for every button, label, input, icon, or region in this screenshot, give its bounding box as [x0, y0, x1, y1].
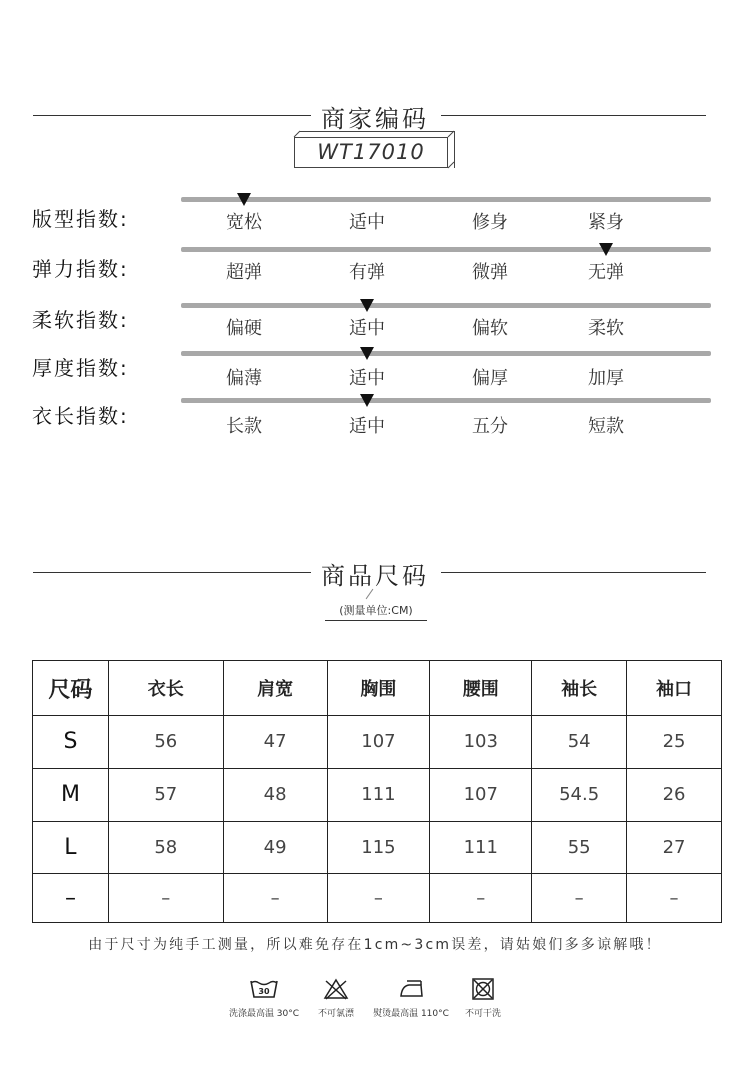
size-value-cell: 54.5 — [532, 768, 627, 821]
size-table-header-row — [33, 661, 722, 716]
header-shoulder: 肩宽 — [223, 661, 327, 716]
thickness-index-marker — [360, 347, 374, 360]
softness-index-bar — [181, 303, 711, 308]
fit-index-bar — [181, 197, 711, 202]
care-bleach-label: 不可氯漂 — [317, 1009, 354, 1019]
unit-note: (测量单位:CM) — [325, 602, 427, 621]
size-title-rule-left — [33, 572, 311, 573]
wash-temp: 30 — [258, 987, 270, 996]
softness-index-option: 适中 — [349, 318, 385, 339]
size-title-rule-right — [441, 572, 706, 573]
sku-box-3d-edges — [290, 128, 460, 172]
thickness-index-option: 偏厚 — [472, 368, 508, 389]
no-bleach-icon — [323, 978, 349, 1000]
care-iron-label: 熨烫最高温 110°C — [373, 1009, 449, 1019]
elasticity-index-bar — [181, 247, 711, 252]
elasticity-index-option: 无弹 — [588, 262, 624, 283]
size-label-cell: M — [33, 768, 109, 821]
header-sleeve: 袖长 — [532, 661, 627, 716]
size-value-cell: 107 — [430, 768, 532, 821]
size-value-cell: – — [627, 874, 722, 923]
size-value-cell: 111 — [430, 821, 532, 874]
care-iron — [366, 978, 456, 1019]
table-row — [33, 874, 722, 923]
size-value-cell: – — [223, 874, 327, 923]
merchant-title-rule-left — [33, 115, 311, 116]
length-index-option: 适中 — [349, 416, 385, 437]
fit-index-label: 版型指数: — [32, 207, 129, 231]
merchant-title-rule-right — [441, 115, 706, 116]
elasticity-index-label: 弹力指数: — [32, 257, 129, 281]
size-value-cell: 111 — [327, 768, 430, 821]
size-value-cell: – — [430, 874, 532, 923]
size-value-cell: 58 — [108, 821, 223, 874]
length-index-label: 衣长指数: — [32, 404, 129, 428]
size-value-cell: 103 — [430, 716, 532, 769]
iron-110-icon — [397, 978, 425, 1000]
size-value-cell: 25 — [627, 716, 722, 769]
table-row — [33, 716, 722, 769]
table-row — [33, 821, 722, 874]
size-label-cell: – — [33, 874, 109, 923]
size-value-cell: 49 — [223, 821, 327, 874]
softness-index-marker — [360, 299, 374, 312]
softness-index-label: 柔软指数: — [32, 308, 129, 332]
softness-index-option: 偏软 — [472, 318, 508, 339]
size-label-cell: S — [33, 716, 109, 769]
length-index-option: 短款 — [588, 416, 624, 437]
wash-30-icon — [249, 978, 279, 1000]
fit-index-option: 适中 — [349, 212, 385, 233]
thickness-index-label: 厚度指数: — [32, 356, 129, 380]
header-cuff: 袖口 — [627, 661, 722, 716]
size-table-body — [33, 716, 722, 923]
size-value-cell: 57 — [108, 768, 223, 821]
header-waist: 腰围 — [430, 661, 532, 716]
size-value-cell: 107 — [327, 716, 430, 769]
size-value-cell: 56 — [108, 716, 223, 769]
size-value-cell: 55 — [532, 821, 627, 874]
length-index-option: 五分 — [472, 416, 508, 437]
length-index-bar — [181, 398, 711, 403]
elasticity-index-option: 超弹 — [226, 262, 262, 283]
header-length: 衣长 — [108, 661, 223, 716]
table-row — [33, 768, 722, 821]
elasticity-index-marker — [599, 243, 613, 256]
size-value-cell: 27 — [627, 821, 722, 874]
softness-index-option: 柔软 — [588, 318, 624, 339]
fit-index-marker — [237, 193, 251, 206]
product-size-title: 商品尺码 — [321, 562, 429, 590]
care-dryclean-label: 不可干洗 — [464, 1009, 501, 1019]
size-label-cell: L — [33, 821, 109, 874]
size-value-cell: 47 — [223, 716, 327, 769]
no-dry-clean-icon — [471, 978, 495, 1000]
thickness-index-option: 加厚 — [588, 368, 624, 389]
care-wash — [224, 978, 304, 1019]
size-value-cell: – — [532, 874, 627, 923]
sku-code-box: WT17010 — [294, 137, 448, 168]
merchant-code-title: 商家编码 — [321, 105, 429, 133]
elasticity-index-option: 微弹 — [472, 262, 508, 283]
size-value-cell: – — [108, 874, 223, 923]
softness-index-option: 偏硬 — [226, 318, 262, 339]
size-value-cell: 115 — [327, 821, 430, 874]
length-index-marker — [360, 394, 374, 407]
thickness-index-option: 适中 — [349, 368, 385, 389]
size-value-cell: 48 — [223, 768, 327, 821]
size-value-cell: 54 — [532, 716, 627, 769]
care-bleach — [310, 978, 362, 1019]
size-value-cell: 26 — [627, 768, 722, 821]
thickness-index-bar — [181, 351, 711, 356]
care-wash-label: 洗涤最高温 30°C — [228, 1009, 300, 1019]
fit-index-option: 紧身 — [588, 212, 624, 233]
fit-index-option: 修身 — [472, 212, 508, 233]
size-value-cell: – — [327, 874, 430, 923]
elasticity-index-option: 有弹 — [349, 262, 385, 283]
header-chest: 胸围 — [327, 661, 430, 716]
header-size: 尺码 — [33, 661, 109, 716]
length-index-option: 长款 — [226, 416, 262, 437]
fit-index-option: 宽松 — [226, 212, 262, 233]
size-table — [32, 660, 722, 923]
thickness-index-option: 偏薄 — [226, 368, 262, 389]
measurement-disclaimer: 由于尺寸为纯手工测量，所以难免存在1cm~3cm误差，请姑娘们多多谅解哦！ — [88, 937, 662, 953]
care-dryclean — [458, 978, 508, 1019]
